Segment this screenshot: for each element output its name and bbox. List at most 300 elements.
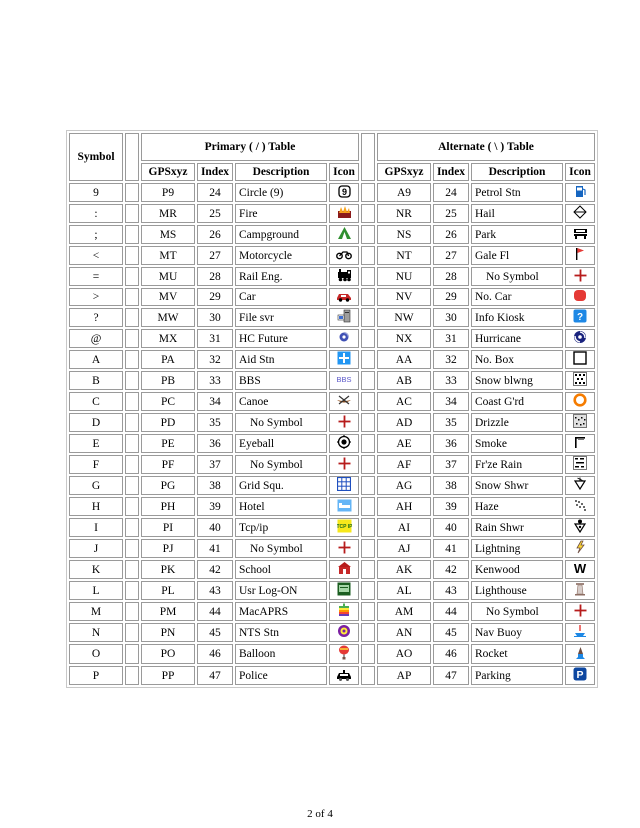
table-row	[69, 623, 595, 642]
primary-gpsxyz-cell: PP	[141, 666, 195, 685]
icon-cell	[329, 392, 359, 411]
spacer	[361, 539, 375, 558]
spacer	[125, 476, 139, 495]
icon-cell	[329, 434, 359, 453]
alternate-index-cell: 46	[433, 644, 469, 664]
aid-station-icon	[337, 351, 351, 368]
alternate-description-cell: Snow Shwr	[471, 476, 563, 495]
symbol-cell: K	[69, 560, 123, 579]
primary-gpsxyz-cell: MT	[141, 246, 195, 265]
alternate-gpsxyz-cell: A9	[377, 183, 431, 202]
spacer	[361, 581, 375, 600]
symbol-cell: M	[69, 602, 123, 621]
alternate-gpsxyz-header: GPSxyz	[377, 163, 431, 181]
spacer	[125, 392, 139, 411]
table-row	[69, 644, 595, 664]
primary-index-cell: 25	[197, 204, 233, 223]
alternate-gpsxyz-cell: AN	[377, 623, 431, 642]
alternate-gpsxyz-cell: NT	[377, 246, 431, 265]
svg-text:P: P	[576, 669, 584, 681]
police-car-icon	[336, 668, 352, 684]
icon-cell	[565, 288, 595, 306]
alternate-description-cell: Gale Fl	[471, 246, 563, 265]
symbol-cell: D	[69, 413, 123, 432]
alternate-index-cell: 41	[433, 539, 469, 558]
primary-index-cell: 32	[197, 350, 233, 369]
primary-index-header: Index	[197, 163, 233, 181]
table-row	[69, 666, 595, 685]
icon-cell	[565, 371, 595, 390]
primary-gpsxyz-cell: P9	[141, 183, 195, 202]
table-row	[69, 246, 595, 265]
hurricane-future-icon	[338, 331, 350, 346]
alternate-gpsxyz-cell: AL	[377, 581, 431, 600]
primary-index-cell: 39	[197, 497, 233, 516]
spacer	[361, 455, 375, 474]
alternate-description-cell: No Symbol	[471, 267, 563, 286]
alternate-description-cell: Rocket	[471, 644, 563, 664]
spacer	[125, 666, 139, 685]
icon-cell	[329, 455, 359, 474]
symbol-cell: J	[69, 539, 123, 558]
spacer	[361, 267, 375, 286]
primary-index-cell: 47	[197, 666, 233, 685]
icon-cell	[329, 246, 359, 265]
alternate-gpsxyz-cell: AH	[377, 497, 431, 516]
alternate-description-cell: Coast G'rd	[471, 392, 563, 411]
info-kiosk-icon	[573, 309, 587, 326]
primary-gpsxyz-cell: PI	[141, 518, 195, 537]
primary-gpsxyz-cell: PH	[141, 497, 195, 516]
icon-cell	[565, 666, 595, 685]
spacer	[361, 308, 375, 327]
svg-text:?: ?	[576, 312, 584, 323]
spacer	[125, 225, 139, 244]
table-row	[69, 225, 595, 244]
primary-index-cell: 35	[197, 413, 233, 432]
icon-cell	[565, 581, 595, 600]
alternate-index-cell: 34	[433, 392, 469, 411]
icon-cell	[329, 497, 359, 516]
alternate-gpsxyz-cell: AA	[377, 350, 431, 369]
icon-cell	[329, 560, 359, 579]
alternate-index-cell: 30	[433, 308, 469, 327]
table-row	[69, 518, 595, 537]
symbol-header: Symbol	[69, 133, 123, 181]
alternate-gpsxyz-cell: AG	[377, 476, 431, 495]
alternate-gpsxyz-cell: AB	[377, 371, 431, 390]
primary-index-cell: 29	[197, 288, 233, 306]
table-row	[69, 204, 595, 223]
alternate-gpsxyz-cell: AM	[377, 602, 431, 621]
table-row	[69, 497, 595, 516]
icon-cell	[565, 225, 595, 244]
svg-text:9: 9	[341, 186, 347, 197]
icon-cell	[565, 434, 595, 453]
table-row	[69, 267, 595, 286]
alternate-index-cell: 25	[433, 204, 469, 223]
alternate-description-cell: Petrol Stn	[471, 183, 563, 202]
primary-index-cell: 33	[197, 371, 233, 390]
spacer	[125, 623, 139, 642]
gale-flag-icon	[574, 247, 586, 264]
icon-cell	[329, 288, 359, 306]
icon-cell	[565, 246, 595, 265]
spacer	[125, 308, 139, 327]
primary-gpsxyz-cell: PN	[141, 623, 195, 642]
primary-index-cell: 42	[197, 560, 233, 579]
icon-cell	[565, 267, 595, 286]
alternate-icon-header: Icon	[565, 163, 595, 181]
canoe-icon	[336, 394, 352, 409]
primary-index-cell: 26	[197, 225, 233, 244]
spacer	[125, 581, 139, 600]
icon-cell	[329, 183, 359, 202]
locomotive-icon	[337, 268, 352, 285]
alternate-description-header: Description	[471, 163, 563, 181]
primary-description-cell: School	[235, 560, 327, 579]
hurricane-icon	[573, 330, 587, 347]
spacer	[361, 413, 375, 432]
nav-buoy-icon	[573, 624, 587, 641]
hotel-bed-icon	[337, 499, 352, 515]
table-row	[69, 581, 595, 600]
primary-index-cell: 30	[197, 308, 233, 327]
primary-description-cell: Motorcycle	[235, 246, 327, 265]
spacer	[125, 204, 139, 223]
icon-cell	[329, 204, 359, 223]
no-symbol-icon	[574, 604, 587, 620]
symbol-cell: A	[69, 350, 123, 369]
icon-cell	[565, 329, 595, 348]
primary-description-cell: BBS	[235, 371, 327, 390]
spacer	[361, 350, 375, 369]
alternate-gpsxyz-cell: AD	[377, 413, 431, 432]
primary-gpsxyz-cell: PE	[141, 434, 195, 453]
symbol-cell: @	[69, 329, 123, 348]
icon-cell	[565, 644, 595, 664]
table-row	[69, 308, 595, 327]
blowing-snow-icon	[573, 372, 587, 389]
spacer	[361, 497, 375, 516]
spacer	[361, 246, 375, 265]
alternate-gpsxyz-cell: AP	[377, 666, 431, 685]
alternate-description-cell: Rain Shwr	[471, 518, 563, 537]
spacer	[125, 267, 139, 286]
icon-cell	[329, 350, 359, 369]
alternate-gpsxyz-cell: NU	[377, 267, 431, 286]
symbol-cell: L	[69, 581, 123, 600]
coast-guard-icon	[573, 393, 587, 410]
alternate-description-cell: Hail	[471, 204, 563, 223]
primary-gpsxyz-header: GPSxyz	[141, 163, 195, 181]
symbol-cell: O	[69, 644, 123, 664]
symbol-cell: N	[69, 623, 123, 642]
spacer	[361, 602, 375, 621]
primary-description-cell: Police	[235, 666, 327, 685]
bbs-icon	[336, 373, 352, 388]
alternate-index-cell: 33	[433, 371, 469, 390]
numbered-box-icon	[573, 351, 587, 368]
alternate-index-cell: 40	[433, 518, 469, 537]
symbol-cell: C	[69, 392, 123, 411]
spacer	[361, 644, 375, 664]
primary-description-cell: No Symbol	[235, 539, 327, 558]
alternate-index-header: Index	[433, 163, 469, 181]
primary-description-cell: No Symbol	[235, 413, 327, 432]
primary-table-title: Primary ( / ) Table	[141, 133, 359, 161]
numbered-car-icon	[573, 289, 587, 305]
motorcycle-icon	[336, 248, 352, 263]
primary-gpsxyz-cell: PF	[141, 455, 195, 474]
primary-description-cell: Eyeball	[235, 434, 327, 453]
spacer	[125, 350, 139, 369]
icon-cell	[565, 204, 595, 223]
parking-icon	[573, 667, 587, 684]
alternate-gpsxyz-cell: AK	[377, 560, 431, 579]
drizzle-icon	[573, 414, 587, 431]
alternate-index-cell: 27	[433, 246, 469, 265]
petrol-pump-icon	[574, 184, 586, 201]
primary-description-cell: Usr Log-ON	[235, 581, 327, 600]
alternate-table-title: Alternate ( \ ) Table	[377, 133, 595, 161]
primary-icon-header: Icon	[329, 163, 359, 181]
primary-description-cell: Grid Squ.	[235, 476, 327, 495]
primary-description-cell: Circle (9)	[235, 183, 327, 202]
primary-index-cell: 45	[197, 623, 233, 642]
alternate-gpsxyz-cell: AO	[377, 644, 431, 664]
icon-cell	[329, 623, 359, 642]
alternate-gpsxyz-cell: NR	[377, 204, 431, 223]
primary-gpsxyz-cell: PJ	[141, 539, 195, 558]
alternate-description-cell: Kenwood	[471, 560, 563, 579]
primary-index-cell: 36	[197, 434, 233, 453]
alternate-gpsxyz-cell: AC	[377, 392, 431, 411]
icon-cell	[565, 539, 595, 558]
symbol-cell: B	[69, 371, 123, 390]
primary-gpsxyz-cell: PK	[141, 560, 195, 579]
spacer	[125, 413, 139, 432]
alternate-index-cell: 39	[433, 497, 469, 516]
icon-cell	[565, 455, 595, 474]
alternate-description-cell: Smoke	[471, 434, 563, 453]
no-symbol-icon	[338, 541, 351, 557]
table-row	[69, 392, 595, 411]
icon-cell	[329, 581, 359, 600]
primary-description-header: Description	[235, 163, 327, 181]
spacer	[361, 183, 375, 202]
icon-cell	[329, 225, 359, 244]
nts-station-icon	[337, 624, 351, 641]
grid-square-icon	[337, 477, 351, 494]
table-row	[69, 455, 595, 474]
no-symbol-icon	[338, 457, 351, 473]
icon-cell	[565, 183, 595, 202]
primary-gpsxyz-cell: PG	[141, 476, 195, 495]
primary-description-cell: Canoe	[235, 392, 327, 411]
table-row	[69, 560, 595, 579]
primary-description-cell: No Symbol	[235, 455, 327, 474]
smoke-icon	[573, 435, 587, 452]
spacer	[125, 455, 139, 474]
spacer	[125, 602, 139, 621]
primary-gpsxyz-cell: MX	[141, 329, 195, 348]
alternate-description-cell: Lighthouse	[471, 581, 563, 600]
icon-cell	[565, 623, 595, 642]
primary-index-cell: 40	[197, 518, 233, 537]
primary-index-cell: 41	[197, 539, 233, 558]
primary-gpsxyz-cell: MU	[141, 267, 195, 286]
symbol-cell: >	[69, 288, 123, 306]
alternate-description-cell: Nav Buoy	[471, 623, 563, 642]
tent-icon	[337, 226, 352, 243]
primary-gpsxyz-cell: PB	[141, 371, 195, 390]
alternate-description-cell: No. Car	[471, 288, 563, 306]
alternate-index-cell: 47	[433, 666, 469, 685]
no-symbol-icon	[574, 269, 587, 285]
spacer	[125, 133, 139, 181]
spacer	[361, 204, 375, 223]
primary-index-cell: 37	[197, 455, 233, 474]
alternate-gpsxyz-cell: NX	[377, 329, 431, 348]
table-row	[69, 371, 595, 390]
symbol-cell: F	[69, 455, 123, 474]
symbol-cell: P	[69, 666, 123, 685]
symbol-cell: ;	[69, 225, 123, 244]
alternate-description-cell: Fr'ze Rain	[471, 455, 563, 474]
icon-cell	[565, 350, 595, 369]
alternate-gpsxyz-cell: NS	[377, 225, 431, 244]
primary-index-cell: 28	[197, 267, 233, 286]
freezing-rain-icon	[573, 456, 587, 473]
primary-index-cell: 27	[197, 246, 233, 265]
primary-gpsxyz-cell: PO	[141, 644, 195, 664]
spacer	[361, 133, 375, 181]
symbol-cell: H	[69, 497, 123, 516]
spacer	[361, 225, 375, 244]
alternate-gpsxyz-cell: NW	[377, 308, 431, 327]
primary-description-cell: Hotel	[235, 497, 327, 516]
rocket-icon	[574, 646, 587, 663]
svg-text:TCP IP: TCP IP	[336, 524, 352, 530]
alternate-index-cell: 29	[433, 288, 469, 306]
icon-cell	[329, 308, 359, 327]
svg-text:W: W	[573, 561, 587, 575]
circle-9-icon	[338, 185, 351, 201]
icon-cell	[329, 602, 359, 621]
primary-gpsxyz-cell: PA	[141, 350, 195, 369]
aprs-symbol-table	[66, 130, 598, 688]
icon-cell	[329, 329, 359, 348]
icon-cell	[329, 371, 359, 390]
symbol-cell: I	[69, 518, 123, 537]
alternate-index-cell: 36	[433, 434, 469, 453]
rain-shower-icon	[573, 519, 587, 536]
alternate-description-cell: Drizzle	[471, 413, 563, 432]
alternate-index-cell: 28	[433, 267, 469, 286]
icon-cell	[565, 308, 595, 327]
table-row	[69, 329, 595, 348]
spacer	[125, 371, 139, 390]
haze-icon	[573, 498, 587, 515]
alternate-index-cell: 38	[433, 476, 469, 495]
symbol-cell: E	[69, 434, 123, 453]
spacer	[361, 518, 375, 537]
icon-cell	[565, 392, 595, 411]
icon-cell	[565, 602, 595, 621]
primary-description-cell: Campground	[235, 225, 327, 244]
primary-description-cell: Tcp/ip	[235, 518, 327, 537]
alternate-description-cell: Park	[471, 225, 563, 244]
primary-index-cell: 44	[197, 602, 233, 621]
primary-description-cell: Balloon	[235, 644, 327, 664]
primary-index-cell: 46	[197, 644, 233, 664]
primary-gpsxyz-cell: MV	[141, 288, 195, 306]
alternate-description-cell: Parking	[471, 666, 563, 685]
spacer	[125, 246, 139, 265]
alternate-description-cell: Snow blwng	[471, 371, 563, 390]
alternate-index-cell: 24	[433, 183, 469, 202]
svg-text:BBS: BBS	[336, 375, 352, 384]
spacer	[125, 539, 139, 558]
spacer	[125, 329, 139, 348]
alternate-index-cell: 35	[433, 413, 469, 432]
alternate-index-cell: 42	[433, 560, 469, 579]
icon-cell	[565, 560, 595, 579]
apple-icon	[337, 603, 351, 620]
spacer	[125, 644, 139, 664]
primary-gpsxyz-cell: PL	[141, 581, 195, 600]
alternate-index-cell: 45	[433, 623, 469, 642]
icon-cell	[329, 644, 359, 664]
file-server-icon	[337, 309, 352, 326]
primary-index-cell: 34	[197, 392, 233, 411]
alternate-description-cell: Lightning	[471, 539, 563, 558]
spacer	[361, 371, 375, 390]
alternate-gpsxyz-cell: NV	[377, 288, 431, 306]
spacer	[125, 560, 139, 579]
alternate-description-cell: Hurricane	[471, 329, 563, 348]
spacer	[125, 497, 139, 516]
fire-icon	[337, 205, 352, 222]
table-row	[69, 413, 595, 432]
primary-index-cell: 24	[197, 183, 233, 202]
primary-index-cell: 31	[197, 329, 233, 348]
tcpip-icon	[337, 519, 352, 536]
icon-cell	[329, 518, 359, 537]
table-row	[69, 183, 595, 202]
school-icon	[337, 561, 352, 578]
symbol-cell: <	[69, 246, 123, 265]
primary-gpsxyz-cell: MS	[141, 225, 195, 244]
icon-cell	[329, 666, 359, 685]
symbol-cell: 9	[69, 183, 123, 202]
icon-cell	[565, 476, 595, 495]
table-row	[69, 350, 595, 369]
spacer	[361, 476, 375, 495]
alternate-index-cell: 26	[433, 225, 469, 244]
primary-gpsxyz-cell: MR	[141, 204, 195, 223]
primary-description-cell: HC Future	[235, 329, 327, 348]
primary-index-cell: 38	[197, 476, 233, 495]
alternate-gpsxyz-cell: AJ	[377, 539, 431, 558]
lightning-icon	[573, 540, 587, 557]
icon-cell	[329, 476, 359, 495]
icon-cell	[565, 518, 595, 537]
hail-icon	[573, 205, 587, 222]
kenwood-icon	[573, 561, 587, 578]
primary-gpsxyz-cell: PM	[141, 602, 195, 621]
